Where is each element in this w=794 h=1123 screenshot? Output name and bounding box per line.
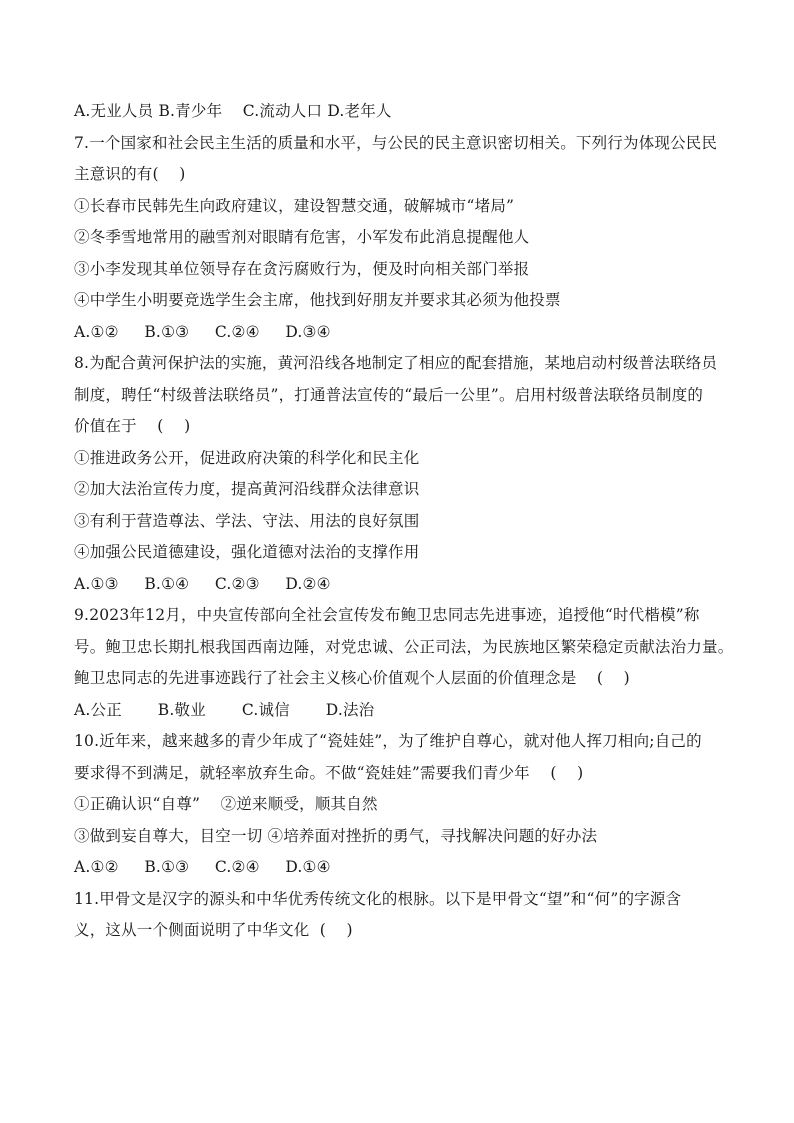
q8-stem-line-1: 8.为配合黄河保护法的实施，黄河沿线各地制定了相应的配套措施，某地启动村级普法联络员 xyxy=(74,354,718,372)
q8-item-2: ②加大法治宣传力度，提高黄河沿线群众法律意识 xyxy=(74,480,420,498)
q8-options: A.①③ B.①④ C.②③ D.②④ xyxy=(74,574,331,593)
q7-stem-line-1: 7.一个国家和社会民主生活的质量和水平，与公民的民主意识密切相关。下列行为体现公民民 xyxy=(74,133,718,152)
q7-item-3: ③小李发现其单位领导存在贪污腐败行为，便及时向相关部门举报 xyxy=(74,259,530,278)
q9-stem-line-1: 9.2023年12月，中央宣传部向全社会宣传发布鲍卫忠同志先进事迹，追授他“时代楷模”称 xyxy=(74,606,700,624)
q10-item-row-2: ③做到妄自尊大，目空一切 ④培养面对挫折的勇气，寻找解决问题的好办法 xyxy=(74,826,598,845)
q9-options: A.公正 B.敬业 C.诚信 D.法治 xyxy=(74,700,375,719)
q10-stem-line-1: 10.近年来，越来越多的青少年成了“瓷娃娃”，为了维护自尊心，就对他人挥刀相向;自己的 xyxy=(74,732,702,750)
q7-item-4: ④中学生小明要竞选学生会主席，他找到好朋友并要求其必须为他投票 xyxy=(74,291,561,309)
q7-options: A.①② B.①③ C.②④ D.③④ xyxy=(74,322,331,341)
q11-stem-line-1: 11.甲骨文是汉字的源头和中华优秀传统文化的根脉。以下是甲骨文“望”和“何”的字源含 xyxy=(74,889,682,908)
q8-item-4: ④加强公民道德建设，强化道德对法治的支撑作用 xyxy=(74,543,420,561)
q7-stem-line-2: 主意识的有( ) xyxy=(74,165,186,183)
q7-item-1: ①长春市民韩先生向政府建议，建设智慧交通，破解城市“堵局” xyxy=(74,196,515,215)
q11-stem-line-2: 义，这从一个侧面说明了中华文化 ( ) xyxy=(74,921,353,939)
q9-stem-line-2: 号。鲍卫忠长期扎根我国西南边陲，对党忠诚、公正司法，为民族地区繁荣稳定贡献法治力量。 xyxy=(74,637,734,656)
q7-item-2: ②冬季雪地常用的融雪剂对眼睛有危害，小军发布此消息提醒他人 xyxy=(74,228,530,246)
q8-stem-line-2: 制度，聘任“村级普法联络员”，打通普法宣传的“最后一公里”。启用村级普法联络员制度的 xyxy=(74,385,704,404)
q8-item-1: ①推进政务公开，促进政府决策的科学化和民主化 xyxy=(74,448,420,467)
q10-stem-line-2: 要求得不到满足，就轻率放弃生命。不做“瓷娃娃”需要我们青少年 ( ) xyxy=(74,763,584,782)
q9-stem-line-3: 鲍卫忠同志的先进事迹践行了社会主义核心价值观个人层面的价值理念是 ( ) xyxy=(74,669,630,687)
q10-item-row-1: ①正确认识“自尊” ②逆来顺受，顺其自然 xyxy=(74,795,378,813)
exam-page xyxy=(74,96,734,947)
q6-options: A.无业人员 B.青少年 C.流动人口 D.老年人 xyxy=(74,102,392,120)
q10-options: A.①② B.①③ C.②④ D.①④ xyxy=(74,858,331,876)
q8-stem-line-3: 价值在于 ( ) xyxy=(74,417,191,435)
q8-item-3: ③有利于营造尊法、学法、守法、用法的良好氛围 xyxy=(74,511,420,530)
